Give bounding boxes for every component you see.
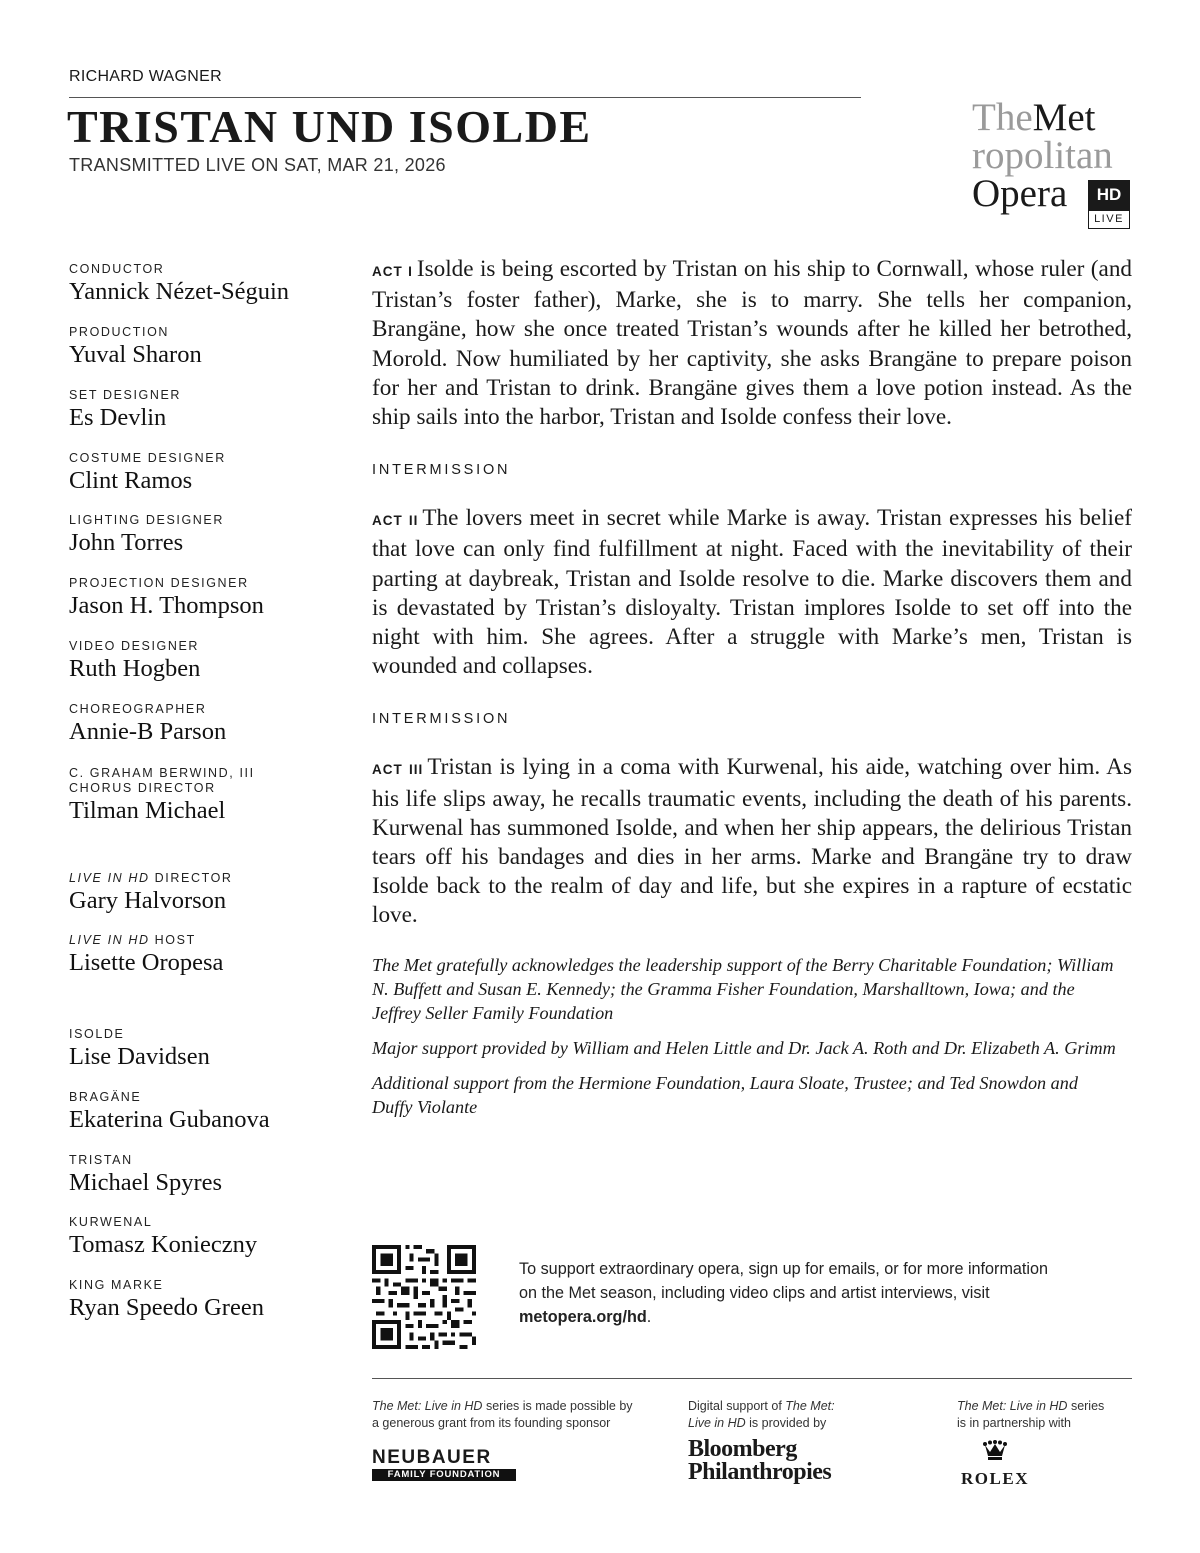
sponsor-text: series — [1067, 1399, 1105, 1413]
credit-name: Ruth Hogben — [69, 655, 201, 682]
act-3-synopsis — [372, 753, 1132, 930]
cast-name: Tomasz Konieczny — [69, 1231, 258, 1258]
credit-projection-designer — [69, 576, 264, 620]
rolex-logo[interactable] — [955, 1440, 1035, 1489]
cast-name: Michael Spyres — [69, 1169, 223, 1196]
credit-lighting-designer — [69, 513, 224, 557]
credit-name: Jason H. Thompson — [69, 592, 264, 619]
synopsis — [372, 255, 1132, 1119]
sponsor-text: Digital support of — [688, 1399, 786, 1413]
acknowledgment: The Met gratefully acknowledges the leadership support of the Berry Charitable Foundation; William N. Buffett and Susan E. Kennedy; the Gramma Fisher Foundation, Marshalltown, Iowa; and the Jeffrey Seller Family Foundation — [372, 954, 1114, 1023]
cast-member — [69, 1090, 270, 1134]
hd-badge: HD — [1088, 180, 1130, 210]
sponsor-note-rolex — [957, 1398, 1104, 1432]
sponsor-text: series is made possible by — [482, 1399, 633, 1413]
credit-name: Annie-B Parson — [69, 718, 227, 745]
rolex-wordmark: ROLEX — [961, 1469, 1029, 1488]
sponsor-series-name: The Met: Live in HD — [957, 1399, 1068, 1413]
cast-role: ISOLDE — [69, 1027, 125, 1041]
credit-role: VIDEO DESIGNER — [69, 639, 200, 653]
credit-chorus-director — [69, 766, 255, 825]
support-text — [519, 1257, 1049, 1329]
sponsor-note-bloomberg — [688, 1398, 835, 1432]
credit-costume-designer — [69, 451, 226, 495]
act-2-synopsis — [372, 504, 1132, 681]
intermission-2: INTERMISSION — [372, 711, 511, 728]
logo-the: The — [972, 96, 1033, 139]
credit-video-designer — [69, 639, 200, 683]
cast-role: BRAGÄNE — [69, 1090, 142, 1104]
credit-role: LIGHTING DESIGNER — [69, 513, 224, 527]
credit-hd-director — [69, 871, 233, 915]
credit-name: Lisette Oropesa — [69, 949, 224, 976]
credit-name: Clint Ramos — [69, 467, 193, 494]
act-2-text: The lovers meet in secret while Marke is away. Tristan expresses his belief that love can only find fulfillment at night. Faced with the inevitability of their parting at daybreak, Tristan and Isolde resolve to die. Marke discovers them and is devastated by Tristan’s disloyalty. Tristan implores Isolde to set off into the night with him. She agrees. After a struggle with Marke’s men, Tristan is wounded and collapses. — [372, 505, 1132, 680]
neubauer-name: NEUBAUER — [372, 1447, 492, 1468]
transmission-date: TRANSMITTED LIVE ON SAT, MAR 21, 2026 — [69, 155, 446, 175]
act-3-label: ACT III — [372, 762, 424, 778]
credit-role: CONDUCTOR — [69, 262, 165, 276]
act-2-label: ACT II — [372, 513, 419, 529]
act-3-text: Tristan is lying in a coma with Kurwenal, his aide, watching over him. As his life slips away, he recalls traumatic events, including the death of his parents. Kurwenal has summoned Isolde, and when her ship appears, the delirious Tristan tears off his bandages and dies in her arms. Marke and Brangäne try to draw Isolde back to the realm of day and life, but she expires in a rapture of ecstatic love. — [372, 754, 1132, 929]
credit-role: HOST — [149, 933, 196, 947]
bloomberg-line1: Bloomberg — [688, 1436, 797, 1462]
sponsor-text: is provided by — [745, 1416, 827, 1430]
header-divider — [69, 97, 861, 98]
acknowledgment: Additional support from the Hermione Foundation, Laura Sloate, Trustee; and Ted Snowdon and Duffy Violante — [372, 1072, 1078, 1117]
neubauer-sub: FAMILY FOUNDATION — [372, 1469, 516, 1481]
credit-role-italic: LIVE IN HD — [69, 871, 150, 885]
cast-member — [69, 1278, 264, 1322]
sponsor-text: a generous grant from its founding sponsor — [372, 1416, 611, 1430]
credit-role: PRODUCTION — [69, 325, 170, 339]
credit-name: Gary Halvorson — [69, 887, 227, 914]
cast-name: Lise Davidsen — [69, 1043, 210, 1070]
credit-production — [69, 325, 202, 369]
credit-name: Yuval Sharon — [69, 341, 202, 368]
support-end: . — [646, 1308, 652, 1326]
cast-role: TRISTAN — [69, 1153, 133, 1167]
cast-member — [69, 1027, 210, 1071]
cast-name: Ryan Speedo Green — [69, 1294, 264, 1321]
credit-role-italic: LIVE IN HD — [69, 933, 150, 947]
credit-conductor — [69, 262, 289, 306]
cast-name: Ekaterina Gubanova — [69, 1106, 270, 1133]
logo-opera: Opera — [972, 172, 1068, 215]
credit-role: SET DESIGNER — [69, 388, 182, 402]
composer-name: RICHARD WAGNER — [69, 68, 222, 85]
cast-member — [69, 1215, 257, 1259]
cast-role: KING MARKE — [69, 1278, 164, 1292]
qr-code[interactable] — [372, 1245, 476, 1349]
live-badge: LIVE — [1088, 210, 1130, 229]
neubauer-logo[interactable] — [372, 1448, 516, 1481]
bloomberg-logo[interactable] — [688, 1438, 831, 1484]
support-link[interactable]: metopera.org/hd — [519, 1308, 647, 1326]
credit-role: COSTUME DESIGNER — [69, 451, 226, 465]
bloomberg-line2: Philanthropies — [688, 1459, 832, 1485]
sponsor-text: is in partnership with — [957, 1416, 1071, 1430]
act-1-synopsis — [372, 255, 1132, 432]
sponsor-series-name: Live in HD — [688, 1416, 746, 1430]
credit-name: Es Devlin — [69, 404, 167, 431]
cast-role: KURWENAL — [69, 1215, 153, 1229]
crown-icon — [982, 1440, 1008, 1462]
credit-role-line2: CHORUS DIRECTOR — [69, 781, 216, 795]
sponsor-series-name: The Met: — [785, 1399, 835, 1413]
support-message: To support extraordinary opera, sign up for emails, or for more information on the Met season, including video clips and artist interviews, visit — [519, 1260, 1049, 1302]
credit-hd-host — [69, 933, 223, 977]
sponsor-series-name: The Met: Live in HD — [372, 1399, 483, 1413]
act-1-label: ACT I — [372, 264, 413, 279]
credit-name: John Torres — [69, 529, 184, 556]
sponsor-note-neubauer — [372, 1398, 633, 1432]
support-section — [372, 1245, 1132, 1355]
met-opera-hd-logo[interactable] — [972, 98, 1134, 230]
logo-ropolitan: ropolitan — [972, 134, 1113, 177]
page-title: TRISTAN UND ISOLDE — [67, 101, 592, 152]
credit-role: PROJECTION DESIGNER — [69, 576, 249, 590]
credit-set-designer — [69, 388, 181, 432]
logo-met: Met — [1032, 96, 1096, 139]
credit-choreographer — [69, 702, 226, 746]
intermission-1: INTERMISSION — [372, 462, 511, 479]
credit-role: CHOREOGRAPHER — [69, 702, 207, 716]
credit-name: Tilman Michael — [69, 797, 226, 824]
footer-divider — [372, 1378, 1132, 1379]
acknowledgment: Major support provided by William and Helen Little and Dr. Jack A. Roth and Dr. Elizabeth A. Grimm — [372, 1037, 1116, 1058]
credit-name: Yannick Nézet-Séguin — [69, 278, 290, 305]
credit-role-line1: C. GRAHAM BERWIND, III — [69, 766, 255, 780]
act-1-text: Isolde is being escorted by Tristan on his ship to Cornwall, whose ruler (and Tristan’s foster father), Marke, she is to marry. She tells her companion, Brangäne, how she once treated Tristan’s wounds after he killed her betrothed, Morold. Now humiliated by her captivity, she asks Brangäne to prepare poison for her and Tristan to drink. Brangäne gives them a love potion instead. As the ship sails into the harbor, Tristan and Isolde confess their love. — [372, 256, 1133, 431]
credit-role: DIRECTOR — [149, 871, 233, 885]
cast-member — [69, 1153, 222, 1197]
